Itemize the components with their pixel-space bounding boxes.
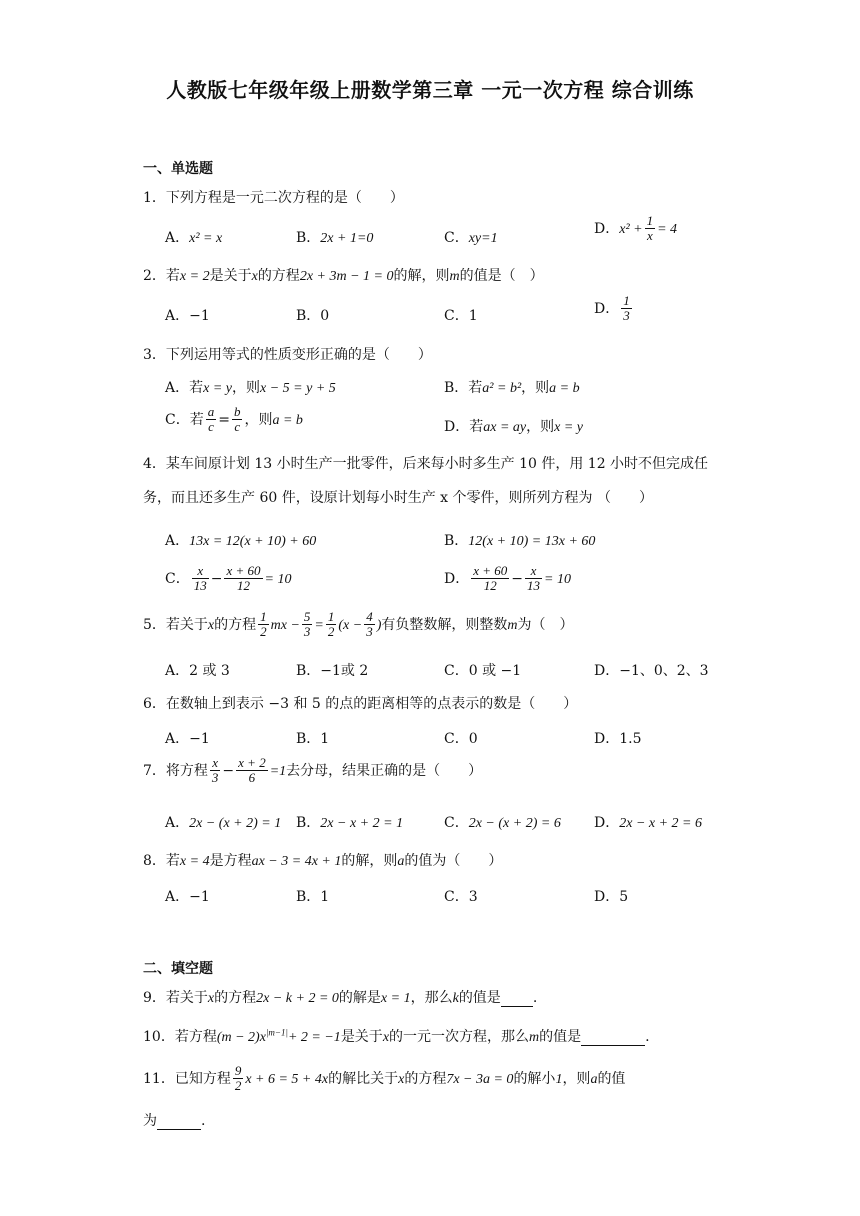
question-5-stem: 5．若关于x的方程 $\frac{1}{2}$ mx − $\frac{5}{3}$ = $\frac{1}{2}$ (x − $\frac{4}{3}$ )有负整数解，则整数m为（ ） [143, 609, 574, 640]
question-7-stem: 7．将方程 $\frac{x}{3}$ − $\frac{x + 2}{6}$ =1去分母，结果正确的是（ ） [143, 755, 483, 786]
question-9-stem: 9．若关于x的方程2x − k + 2 = 0的解是x = 1，那么k的值是 . [143, 990, 538, 1006]
question-2-option-a[interactable]: A．−1 [165, 308, 210, 324]
question-4-option-a[interactable]: A．13x = 12(x + 10) + 60 [165, 533, 317, 549]
question-3-option-a[interactable]: A．若x = y，则x − 5 = y + 5 [165, 380, 336, 396]
question-3-option-b[interactable]: B．若a² = b²，则a = b [444, 380, 580, 396]
question-5-option-b[interactable]: B．−1或 2 [296, 663, 369, 679]
question-8-option-d[interactable]: D．5 [594, 889, 629, 905]
question-1-option-d[interactable]: D．x² + $\frac{1}{x}$ = 4 [594, 213, 678, 244]
question-5-option-d[interactable]: D．−1、0、2、3 [594, 663, 709, 679]
question-4-option-d[interactable]: D． $\frac{x + 60}{12}$ − $\frac{x}{13}$ = 10 [444, 563, 571, 594]
question-4-stem: 4．某车间原计划 13 小时生产一批零件，后来每小时多生产 10 件，用 12 小时不但完成任务，而且还多生产 60 件，设原计划每小时生产 x 个零件，则所列方程为 （ ） [143, 456, 709, 506]
question-5-option-a[interactable]: A．2 或 3 [165, 663, 230, 679]
question-2-stem: 2．若x = 2是关于x的方程2x + 3m − 1 = 0的解，则m的值是（ ） [143, 268, 544, 284]
question-8-option-a[interactable]: A．−1 [165, 889, 210, 905]
page-title: 人教版七年级年级上册数学第三章 一元一次方程 综合训练 [166, 78, 694, 102]
question-6-option-a[interactable]: A．−1 [165, 731, 210, 747]
question-8-option-c[interactable]: C．3 [444, 889, 478, 905]
question-10-stem: 10．若方程$(m - 2)x^{|m-1|}+ 2 = -1$是关于x的一元一次方程，那么m的值是 . [143, 1027, 650, 1045]
question-1-stem: 1．下列方程是一元二次方程的是（ ） [143, 190, 404, 206]
question-7-option-b[interactable]: B．2x − x + 2 = 1 [296, 815, 404, 831]
section-header-fill-blank: 二、填空题 [143, 961, 213, 977]
question-7-option-a[interactable]: A．2x − (x + 2) = 1 [165, 815, 282, 831]
question-6-option-b[interactable]: B．1 [296, 731, 330, 747]
question-4-option-c[interactable]: C． $\frac{x}{13}$ − $\frac{x + 60}{12}$ = 10 [165, 563, 292, 594]
answer-blank-10[interactable] [581, 1029, 645, 1046]
question-11-stem: 11．已知方程 $\frac{9}{2}$ x + 6 = 5 + 4x的解比关于x的方程7x − 3a = 0的解小1，则a的值 [143, 1063, 626, 1094]
question-8-option-b[interactable]: B．1 [296, 889, 330, 905]
answer-blank-11[interactable] [157, 1113, 201, 1130]
question-2-option-c[interactable]: C．1 [444, 308, 478, 324]
question-4-option-b[interactable]: B．12(x + 10) = 13x + 60 [444, 533, 596, 549]
question-2-option-d[interactable]: D． $\frac{1}{3}$ [594, 293, 630, 324]
question-3-stem: 3．下列运用等式的性质变形正确的是（ ） [143, 347, 432, 363]
question-3-option-c[interactable]: C．若 $\frac{a}{c}$ = $\frac{b}{c}$ ，则a = b [165, 404, 303, 435]
question-6-option-c[interactable]: C．0 [444, 731, 478, 747]
question-6-option-d[interactable]: D．1.5 [594, 731, 642, 747]
question-8-stem: 8．若x = 4是方程ax − 3 = 4x + 1的解，则a的值为（ ） [143, 853, 503, 869]
question-6-stem: 6．在数轴上到表示 −3 和 5 的点的距离相等的点表示的数是（ ） [143, 696, 578, 712]
question-7-option-c[interactable]: C．2x − (x + 2) = 6 [444, 815, 561, 831]
answer-blank-9[interactable] [501, 990, 533, 1007]
question-1-option-c[interactable]: C．xy=1 [444, 230, 498, 246]
question-3-option-d[interactable]: D．若ax = ay，则x = y [444, 419, 583, 435]
question-5-option-c[interactable]: C．0 或 −1 [444, 663, 522, 679]
question-1-option-b[interactable]: B．2x + 1=0 [296, 230, 374, 246]
question-11-line-2: 为 . [143, 1113, 206, 1129]
question-2-option-b[interactable]: B．0 [296, 308, 330, 324]
question-7-option-d[interactable]: D．2x − x + 2 = 6 [594, 815, 703, 831]
question-1-option-a[interactable]: A．x² = x [165, 230, 223, 246]
section-header-single-choice: 一、单选题 [143, 161, 213, 177]
